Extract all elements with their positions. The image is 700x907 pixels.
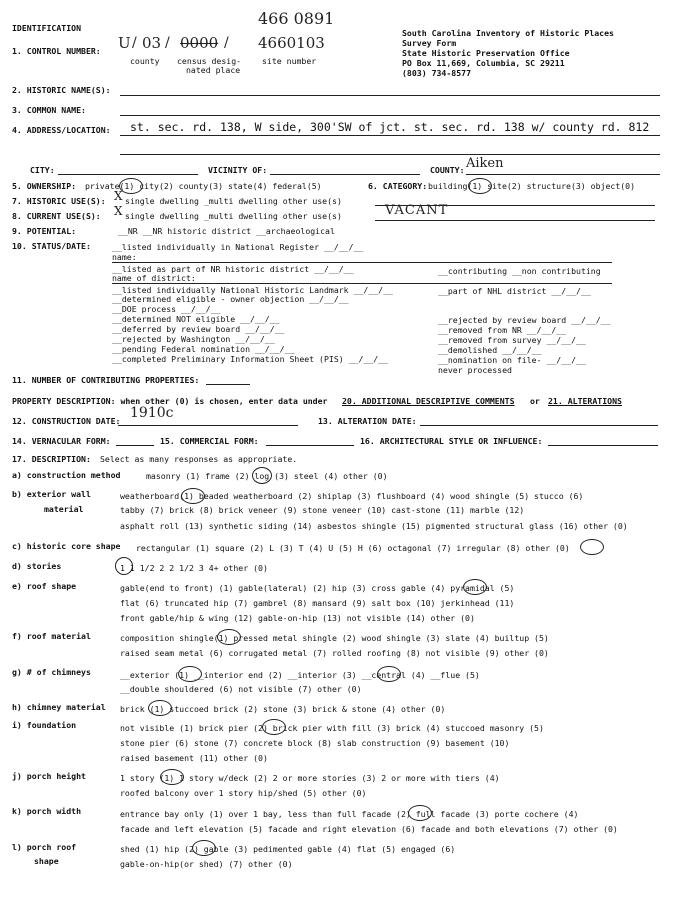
architectural-style-label: 16. ARCHITECTURAL STYLE OR INFLUENCE: [360,436,543,446]
desc-k-line-2[interactable]: facade and left elevation (5) facade and right elevation (6) facade and both elevations (7) other (0) [120,824,618,834]
common-name-label: 3. COMMON NAME: [12,105,86,115]
status-left-7[interactable]: __DOE process __/__/__ [112,304,221,314]
desc-b-line-1[interactable]: weatherboard(1) beaded weatherboard (2) shiplap (3) flushboard (4) wood shingle (5) stucco (6) [120,491,584,501]
desc-c-line-1[interactable]: rectangular (1) square (2) L (3) T (4) U (5) H (6) octagonal (7) irregular (8) other (0) [136,543,570,553]
site-sublabel: site number [262,56,317,66]
agency-line-2: Survey Form [402,38,457,48]
status-right-4[interactable]: __removed from NR __/__/__ [438,325,567,335]
desc-a-line-1[interactable]: masonry (1) frame (2) log (3) steel (4) other (0) [146,471,388,481]
link-alterations[interactable]: 21. ALTERATIONS [548,396,622,406]
desc-h-key: h) chimney material [12,702,106,712]
desc-e-key: e) roof shape [12,581,77,591]
current-use-options[interactable]: single dwelling _multi dwelling other use(s) [125,211,342,221]
current-use-label: 8. CURRENT USE(S): [12,211,101,221]
status-right-6[interactable]: __demolished __/__/__ [438,345,542,355]
desc-b-key2: material [44,504,84,514]
desc-g-line-1[interactable]: __exterior (1) __interior end (2) __interior (3) __central (4) __flue (5) [120,670,480,680]
control-site[interactable]: 4660103 [258,34,325,52]
potential-options[interactable]: __NR __NR historic district __archaeological [118,226,335,236]
status-label: 10. STATUS/DATE: [12,241,91,251]
desc-b-line-2[interactable]: tabby (7) brick (8) brick veneer (9) stone veneer (10) cast-stone (11) marble (12) [120,505,525,515]
status-left-10[interactable]: __rejected by Washington __/__/__ [112,334,275,344]
status-right-2[interactable]: __part of NHL district __/__/__ [438,286,591,296]
or-text: or [530,396,540,406]
link-additional-comments[interactable]: 20. ADDITIONAL DESCRIPTIVE COMMENTS [342,396,515,406]
desc-l-key: l) porch roof [12,842,77,852]
status-left-8[interactable]: __determined NOT eligible __/__/__ [112,314,280,324]
property-description-text: PROPERTY DESCRIPTION: when other (0) is chosen, enter data under [12,396,328,406]
desc-i-key: i) foundation [12,720,77,730]
desc-e-line-1[interactable]: gable(end to front) (1) gable(lateral) (2) hip (3) cross gable (4) pyramidal (5) [120,583,515,593]
desc-f-line-2[interactable]: raised seam metal (6) corrugated metal (7) rolled roofing (8) not visible (9) other (0) [120,648,549,658]
desc-l-key2: shape [34,856,59,866]
census-sublabel: census desig- [177,56,242,66]
status-left-6[interactable]: __determined eligible - owner objection __/__/__ [112,294,349,304]
description-label: 17. DESCRIPTION: [12,454,91,464]
desc-h-line-1[interactable]: brick (1) stuccoed brick (2) stone (3) brick & stone (4) other (0) [120,704,446,714]
alteration-date-label: 13. ALTERATION DATE: [318,416,417,426]
status-left-12[interactable]: __completed Preliminary Information Sheet (PIS) __/__/__ [112,354,389,364]
address-label: 4. ADDRESS/LOCATION: [12,125,111,135]
desc-e-line-2[interactable]: flat (6) truncated hip (7) gambrel (8) mansard (9) salt box (10) jerkinhead (11) [120,598,515,608]
status-right-5[interactable]: __removed from survey __/__/__ [438,335,586,345]
agency-line-3: State Historic Preservation Office [402,48,570,58]
county-label: COUNTY: [430,165,465,175]
control-place[interactable]: 0000 [180,34,219,52]
desc-f-key: f) roof material [12,631,91,641]
category-options[interactable]: building(1) site(2) structure(3) object(0) [428,181,636,191]
desc-g-key: g) # of chimneys [12,667,91,677]
identification-heading: IDENTIFICATION [12,23,82,33]
contributing-label: 11. NUMBER OF CONTRIBUTING PROPERTIES: [12,375,200,385]
category-label: 6. CATEGORY: [368,181,428,191]
desc-j-key: j) porch height [12,771,86,781]
desc-d-line-1[interactable]: 1 1 1/2 2 2 1/2 3 4+ other (0) [120,563,268,573]
desc-k-line-1[interactable]: entrance bay only (1) over 1 bay, less than full facade (2) full facade (3) porte cochere (4) [120,809,579,819]
desc-b-line-3[interactable]: asphalt roll (13) synthetic siding (14) asbestos shingle (15) pigmented structural glass (16) other (0) [120,521,628,531]
status-right-8: never processed [438,365,512,375]
status-left-11[interactable]: __pending Federal nomination __/__/__ [112,344,295,354]
ownership-label: 5. OWNERSHIP: [12,181,77,191]
status-left-2: name: [112,252,137,262]
desc-f-line-1[interactable]: composition shingle(1) pressed metal shingle (2) wood shingle (3) slate (4) builtup (5) [120,633,549,643]
control-census[interactable]: 03 [142,34,162,52]
desc-j-line-2[interactable]: roofed balcony over 1 story hip/shed (5) other (0) [120,788,367,798]
desc-e-line-3[interactable]: front gable/hip & wing (12) gable-on-hip (13) not visible (14) other (0) [120,613,475,623]
desc-a-key: a) construction method [12,470,121,480]
description-instruction: Select as many responses as appropriate. [100,454,298,464]
status-right-1[interactable]: __contributing __non contributing [438,266,601,276]
agency-line-5: (803) 734-8577 [402,68,472,78]
status-right-3[interactable]: __rejected by review board __/__/__ [438,315,611,325]
status-left-9[interactable]: __deferred by review board __/__/__ [112,324,285,334]
status-left-4: name of district: [112,273,196,283]
agency-line-4: PO Box 11,669, Columbia, SC 29211 [402,58,565,68]
desc-i-line-3[interactable]: raised basement (11) other (0) [120,753,268,763]
desc-l-line-2[interactable]: gable-on-hip(or shed) (7) other (0) [120,859,293,869]
ownership-options[interactable]: private(1) city(2) county(3) state(4) federal(5) [85,181,322,191]
current-use-other[interactable]: VACANT [385,203,449,218]
status-left-1[interactable]: __listed individually in National Register __/__/__ [112,242,364,252]
status-right-7[interactable]: __nomination on file- __/__/__ [438,355,586,365]
historic-use-options[interactable]: single dwelling _multi dwelling other use(s) [125,196,342,206]
historic-use-label: 7. HISTORIC USE(S): [12,196,106,206]
city-label: CITY: [30,165,55,175]
agency-line-1: South Carolina Inventory of Historic Places [402,28,614,38]
desc-b-key: b) exterior wall [12,489,91,499]
desc-i-line-1[interactable]: not visible (1) brick pier (2) brick pier with fill (3) brick (4) stuccoed masonry (5) [120,723,544,733]
vernacular-form-label: 14. VERNACULAR FORM: [12,436,111,446]
county-value[interactable]: Aiken [466,156,504,171]
desc-c-key: c) historic core shape [12,541,121,551]
county-sublabel: county [130,56,160,66]
desc-j-line-1[interactable]: 1 story (1) 1 story w/deck (2) 2 or more stories (3) 2 or more with tiers (4) [120,773,500,783]
desc-l-line-1[interactable]: shed (1) hip (2) gable (3) pedimented gable (4) flat (5) engaged (6) [120,844,456,854]
census-sublabel-2: nated place [186,65,241,75]
vicinity-label: VICINITY OF: [208,165,268,175]
desc-i-line-2[interactable]: stone pier (6) stone (7) concrete block (8) slab construction (9) basement (10) [120,738,510,748]
status-left-5[interactable]: __listed individually National Historic Landmark __/__/__ [112,285,393,295]
historic-names-label: 2. HISTORIC NAME(S): [12,85,111,95]
commercial-form-label: 15. COMMERCIAL FORM: [160,436,259,446]
desc-d-key: d) stories [12,561,62,571]
construction-date-value[interactable]: 1910c [130,405,174,421]
address-value[interactable]: st. sec. rd. 138, W side, 300'SW of jct. st. sec. rd. 138 w/ county rd. 812 [130,120,650,134]
handwritten-control-number: 466 0891 [258,9,335,28]
status-left-3[interactable]: __listed as part of NR historic district __/__/__ [112,264,354,274]
construction-date-label: 12. CONSTRUCTION DATE: [12,416,121,426]
desc-g-line-2[interactable]: __double shouldered (6) not visible (7) other (0) [120,684,362,694]
desc-k-key: k) porch width [12,806,82,816]
control-number-label: 1. CONTROL NUMBER: [12,46,101,56]
potential-label: 9. POTENTIAL: [12,226,77,236]
control-county[interactable]: U [118,34,131,52]
